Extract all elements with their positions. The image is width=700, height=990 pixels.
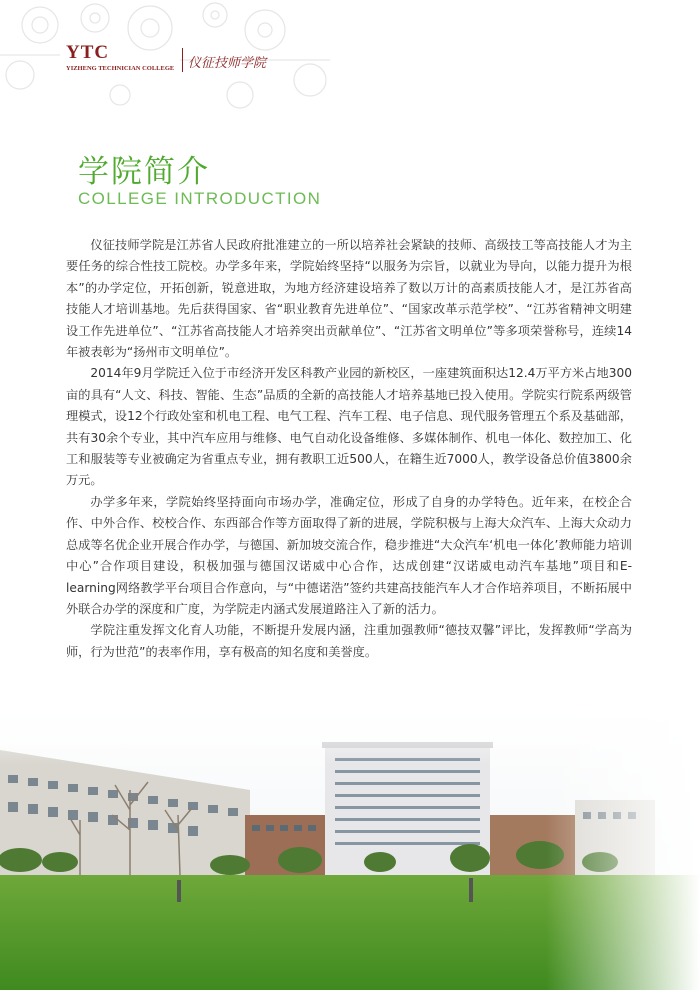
section-title-english: COLLEGE INTRODUCTION [78, 189, 322, 208]
section-title-chinese: 学院简介 [78, 154, 210, 190]
paragraph: 2014年9月学院迁入位于市经济开发区科教产业园的新校区，一座建筑面积达12.4万平方米占地300亩的具有“人文、科技、智能、生态”品质的全新的高技能人才培养基地已投入使用。学院实行院系两级管理模式，设12个行政处室和机电工程、电气工程、汽车工程、电子信息、现代服务管理五个系及基础部，共有30余个专业，其中汽车应用与维修、电气自动化设备维修、多媒体制作、机电一体化、数控加工、化工和服装等专业被确定为省重点专业，拥有教职工近500人，在籍生近7000人，教学设备总价值3800余万元。 [66, 366, 632, 488]
logo-abbreviation: YTC [66, 42, 110, 63]
paragraph: 办学多年来，学院始终坚持面向市场办学，准确定位，形成了自身的办学特色。近年来，在校企合作、中外合作、校校合作、东西部合作等方面取得了新的进展，学院积极与上海大众汽车、上海大众动力总成等名优企业开展合作办学，与德国、新加坡交流合作，稳步推进“大众汽车‘机电一体化’教师能力培训中心”合作项目建设，积极加强与德国汉诺威中心合作，达成创建“汉诺威电动汽车基地”项目和E-learning网络教学平台项目合作意向，与“中德诺浩”签约共建高技能汽车人才合作培养项目，不断拓展中外联合办学的深度和广度，为学院走内涵式发展道路注入了新的活力。 [66, 494, 632, 616]
paragraph: 仪征技师学院是江苏省人民政府批准建立的一所以培养社会紧缺的技师、高级技工等高技能人才为主要任务的综合性技工院校。办学多年来，学院始终坚持“以服务为宗旨，以就业为导向，以能力提升为根本”的办学定位，开拓创新，锐意进取，为地方经济建设培养了数以万计的高素质技能人才，是江苏省高技能人才培训基地。先后获得国家、省“职业教育先进单位”、“国家改革示范学校”、“江苏省精神文明建设工作先进单位”、“江苏省高技能人才培养突出贡献单位”、“江苏省文明单位”等多项荣誉称号，连续14年被表彰为“扬州市文明单位”。 [66, 238, 632, 360]
logo-english-name: YIZHENG TECHNICIAN COLLEGE [66, 65, 175, 72]
logo-chinese-name: 仪征技师学院 [188, 56, 267, 71]
gear-decoration [0, 0, 330, 120]
paragraph: 学院注重发挥文化育人功能，不断提升发展内涵，注重加强教师“德技双馨”评比，发挥教师“学高为师，行为世范”的表率作用，享有极高的知名度和美誉度。 [66, 623, 632, 659]
introduction-body [66, 235, 632, 663]
campus-photo [0, 690, 700, 990]
logo-separator [182, 48, 183, 72]
